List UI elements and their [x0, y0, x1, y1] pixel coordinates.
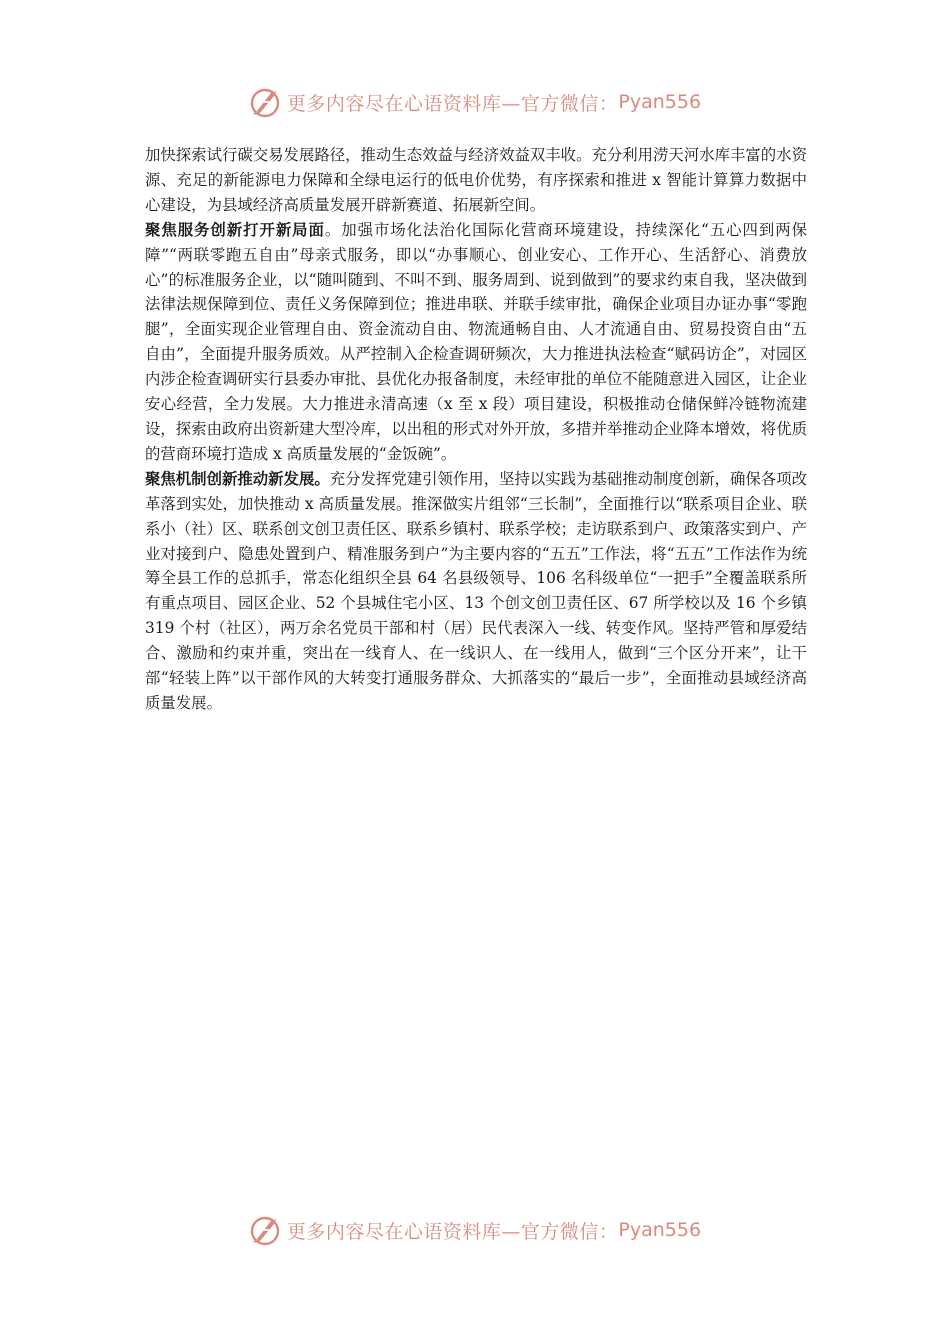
paragraph-3-lead: 聚焦机制创新推动新发展。 [145, 469, 330, 488]
paragraph-2 [145, 218, 807, 467]
paragraph-2-lead: 聚焦服务创新打开新局面 [145, 220, 325, 239]
watermark-text: 更多内容尽在心语资料库—官方微信： [286, 1220, 619, 1243]
footer-watermark [0, 1210, 950, 1250]
header-watermark [0, 82, 950, 122]
paragraph-1-text: 加快探索试行碳交易发展路径，推动生态效益与经济效益双丰收。充分利用涝天河水库丰富的水资源、充足的新能源电力保障和全绿电运行的低电价优势，有序探索和推进 x 智能计算算力数据中心建设，为县域经济高质量发展开辟新赛道、拓展新空间。 [145, 146, 807, 214]
paragraph-1 [145, 143, 807, 218]
pen-logo-icon [249, 1213, 283, 1247]
watermark-text: 更多内容尽在心语资料库—官方微信： [286, 92, 619, 115]
paragraph-3-text: 充分发挥党建引领作用，坚持以实践为基础推动制度创新，确保各项改革落到实处，加快推动 x 高质量发展。推深做实片组邻“三长制”，全面推行以“联系项目企业、联系小（社）区、联系创文创卫责任区、联系乡镇村、联系学校；走访联系到户、政策落实到户、产业对接到户、隐患处置到户、精准服务到户”为主要内容的“五五”工作法，将“五五”工作法作为统筹全县工作的总抓手，常态化组织全县 64 名县级领导、106 名科级单位“一把手”全覆盖联系所有重点项目、园区企业、52 个县城住宅小区、13 个创文创卫责任区、67 所学校以及 16 个乡镇 319 个村（社区），两万余名党员干部和村（居）民代表深入一线、转变作风。坚持严管和厚爱结合、激励和约束并重，突出在一线育人、在一线识人、在一线用人，做到“三个区分开来”，让干部“轻装上阵”以干部作风的大转变打通服务群众、大抓落实的“最后一步”，全面推动县域经济高质量发展。 [145, 469, 807, 712]
paragraph-3 [145, 467, 807, 716]
document-body [145, 143, 807, 716]
paragraph-2-text: 。加强市场化法治化国际化营商环境建设，持续深化“五心四到两保障”“两联零跑五自由”母亲式服务，即以“办事顺心、创业安心、工作开心、生活舒心、消费放心”的标准服务企业，以“随叫随到、不叫不到、服务周到、说到做到”的要求约束自我，坚决做到法律法规保障到位、责任义务保障到位；推进串联、并联手续审批，确保企业项目办证办事“零跑腿”，全面实现企业管理自由、资金流动自由、物流通畅自由、人才流通自由、贸易投资自由“五自由”，全面提升服务质效。从严控制入企检查调研频次，大力推进执法检查“赋码访企”，对园区内涉企检查调研实行县委办审批、县优化办报备制度，未经审批的单位不能随意进入园区，让企业安心经营，全力发展。大力推进永清高速（x 至 x 段）项目建设，积极推动仓储保鲜冷链物流建设，探索由政府出资新建大型冷库，以出租的形式对外开放，多措并举推动企业降本增效，将优质的营商环境打造成 x 高质量发展的“金饭碗”。 [145, 220, 807, 463]
watermark-wechat-id: Pyan556 [618, 1219, 702, 1241]
watermark-wechat-id: Pyan556 [618, 91, 702, 113]
pen-logo-icon [249, 85, 283, 119]
